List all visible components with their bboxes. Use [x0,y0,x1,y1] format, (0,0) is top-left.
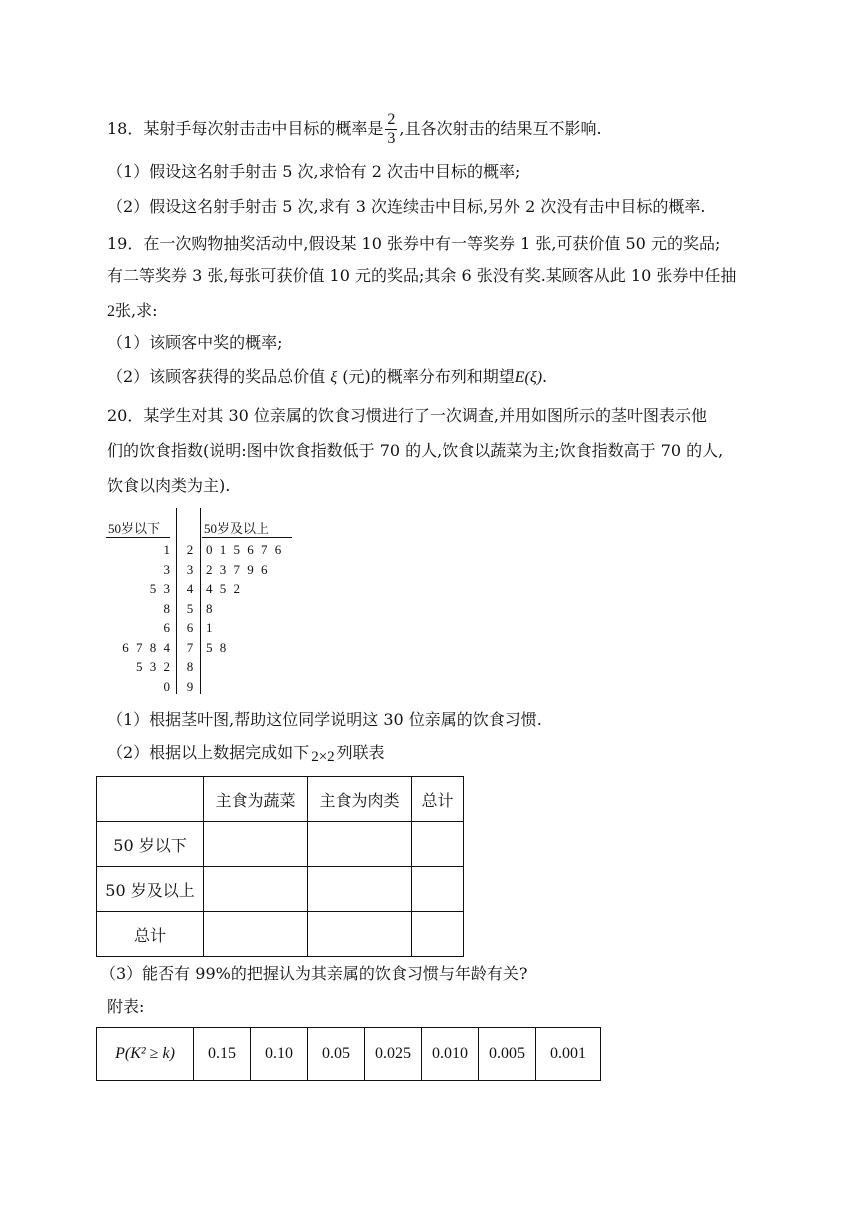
stemleaf-row [104,599,304,618]
q19-part2-text-b: (元)的概率分布列和期望 [342,367,515,386]
q19-part2-text-a: （2）该顾客获得的奖品总价值 [107,367,326,386]
table-header-row [97,777,464,822]
stemleaf-right: 2 3 7 9 6 [206,561,268,577]
table-header-cell: 主食为肉类 [308,777,412,822]
stemleaf-right-header: 50岁及以上 [204,521,270,536]
q20-part1: （1）根据茎叶图,帮助这位同学说明这 30 位亲属的饮食习惯. [107,710,542,729]
q20-line3: 饮食以肉类为主). [107,476,231,495]
stemleaf-left-header: 50岁以下 [108,521,161,536]
stemleaf-stem: 8 [186,659,194,674]
q19-line3 [107,300,157,323]
probability-fraction [385,111,397,148]
stem-leaf-plot [104,506,304,696]
stemleaf-left: 5 3 [149,581,170,596]
q19-count: 2 [107,303,115,320]
table-row [97,912,464,957]
table-cell[interactable] [308,912,412,957]
stemleaf-right: 0 1 5 6 7 6 [206,542,282,557]
fraction-denominator: 3 [387,130,396,147]
q19-part1: （1）该顾客中奖的概率; [107,333,283,352]
q20-part2-text-a: （2）根据以上数据完成如下 [107,743,310,762]
stemleaf-row [104,579,304,598]
q20-part3: （3）能否有 99%的把握认为其亲属的饮食习惯与年龄有关? [100,964,528,983]
table-row-label: 50 岁及以上 [97,867,204,912]
stemleaf-right: 8 [206,600,213,616]
table-size: 2×2 [311,749,335,765]
q18-part1: （1）假设这名射手射击 5 次,求恰有 2 次击中目标的概率; [107,162,521,181]
stemleaf-right: 5 8 [206,639,227,655]
stemleaf-left: 1 [163,542,170,557]
table-cell[interactable] [412,822,464,867]
table-row [97,822,464,867]
stemleaf-left: 3 [163,561,170,577]
stemleaf-row [104,677,304,696]
stemleaf-stem: 5 [186,600,194,616]
stemleaf-right: 4 5 2 [206,581,240,596]
q19-part2 [107,366,547,389]
q18-part2: （2）假设这名射手射击 5 次,求有 3 次连续击中目标,另外 2 次没有击中目标的概率. [107,197,706,216]
table-header-cell: 总计 [412,777,464,822]
q20-part2 [107,742,385,768]
stemleaf-left-rule [106,537,170,538]
critical-value-cell: 0.001 [536,1028,601,1081]
q19-line2: 有二等奖券 3 张,每张可获价值 10 元的奖品;其余 6 张没有奖.某顾客从此 10 张券中任抽 [107,266,737,285]
table-cell[interactable] [308,822,412,867]
stemleaf-left: 5 3 2 [136,659,170,674]
critical-value-cell: 0.05 [308,1028,365,1081]
probability-label: P(K² ≥ k) [97,1028,194,1081]
xi-symbol: ξ [330,369,338,386]
fraction-numerator: 2 [387,111,396,128]
stemleaf-right-rule [202,537,292,538]
critical-value-cell: 0.010 [422,1028,479,1081]
q19-line3-text: 张,求: [115,301,158,320]
q18-stem-text-a: 18．某射手每次射击击中目标的概率是 [107,119,384,138]
contingency-table [96,776,464,957]
table-row-label: 总计 [97,912,204,957]
critical-value-cell: 0.15 [194,1028,251,1081]
table-cell[interactable] [204,867,308,912]
table-cell[interactable] [412,867,464,912]
stemleaf-stem: 3 [186,561,194,577]
critical-value-cell: 0.005 [479,1028,536,1081]
table-cell[interactable] [204,822,308,867]
stemleaf-stem: 2 [186,542,194,557]
table-header-cell [97,777,204,822]
stemleaf-row [104,657,304,676]
critical-value-cell: 0.10 [251,1028,308,1081]
stemleaf-row [104,540,304,559]
stemleaf-stem: 9 [186,678,194,694]
appendix-label: 附表: [107,997,145,1016]
q18-stem [107,111,602,148]
expectation-symbol: E(ξ) [514,369,543,386]
stemleaf-stem: 6 [186,620,194,635]
stemleaf-left: 6 7 8 4 [122,639,170,655]
stemleaf-left: 6 [163,620,170,635]
stemleaf-stem: 4 [186,581,194,596]
q20-part2-text-b: 列联表 [336,743,385,762]
table-row-label: 50 岁以下 [97,822,204,867]
table-header-cell: 主食为蔬菜 [204,777,308,822]
q20-line1: 20．某学生对其 30 位亲属的饮食习惯进行了一次调查,并用如图所示的茎叶图表示他 [107,406,707,425]
critical-value-row [97,1028,601,1081]
stemleaf-left: 0 [163,678,170,694]
critical-value-table [96,1027,601,1081]
critical-value-cell: 0.025 [365,1028,422,1081]
stemleaf-row [104,560,304,579]
table-row [97,867,464,912]
table-cell[interactable] [204,912,308,957]
stemleaf-right: 1 [206,620,213,635]
q20-line2: 们的饮食指数(说明:图中饮食指数低于 70 的人,饮食以蔬菜为主;饮食指数高于 70 的人, [107,441,724,460]
q18-stem-text-b: ,且各次射击的结果互不影响. [399,119,602,138]
q19-part2-period: . [542,367,548,386]
q19-line1: 19．在一次购物抽奖活动中,假设某 10 张券中有一等奖券 1 张,可获价值 50 元的奖品; [107,234,721,253]
table-cell[interactable] [308,867,412,912]
stemleaf-left: 8 [163,600,170,616]
stemleaf-stem: 7 [186,639,194,655]
table-cell[interactable] [412,912,464,957]
stemleaf-row [104,618,304,637]
stemleaf-row [104,638,304,657]
